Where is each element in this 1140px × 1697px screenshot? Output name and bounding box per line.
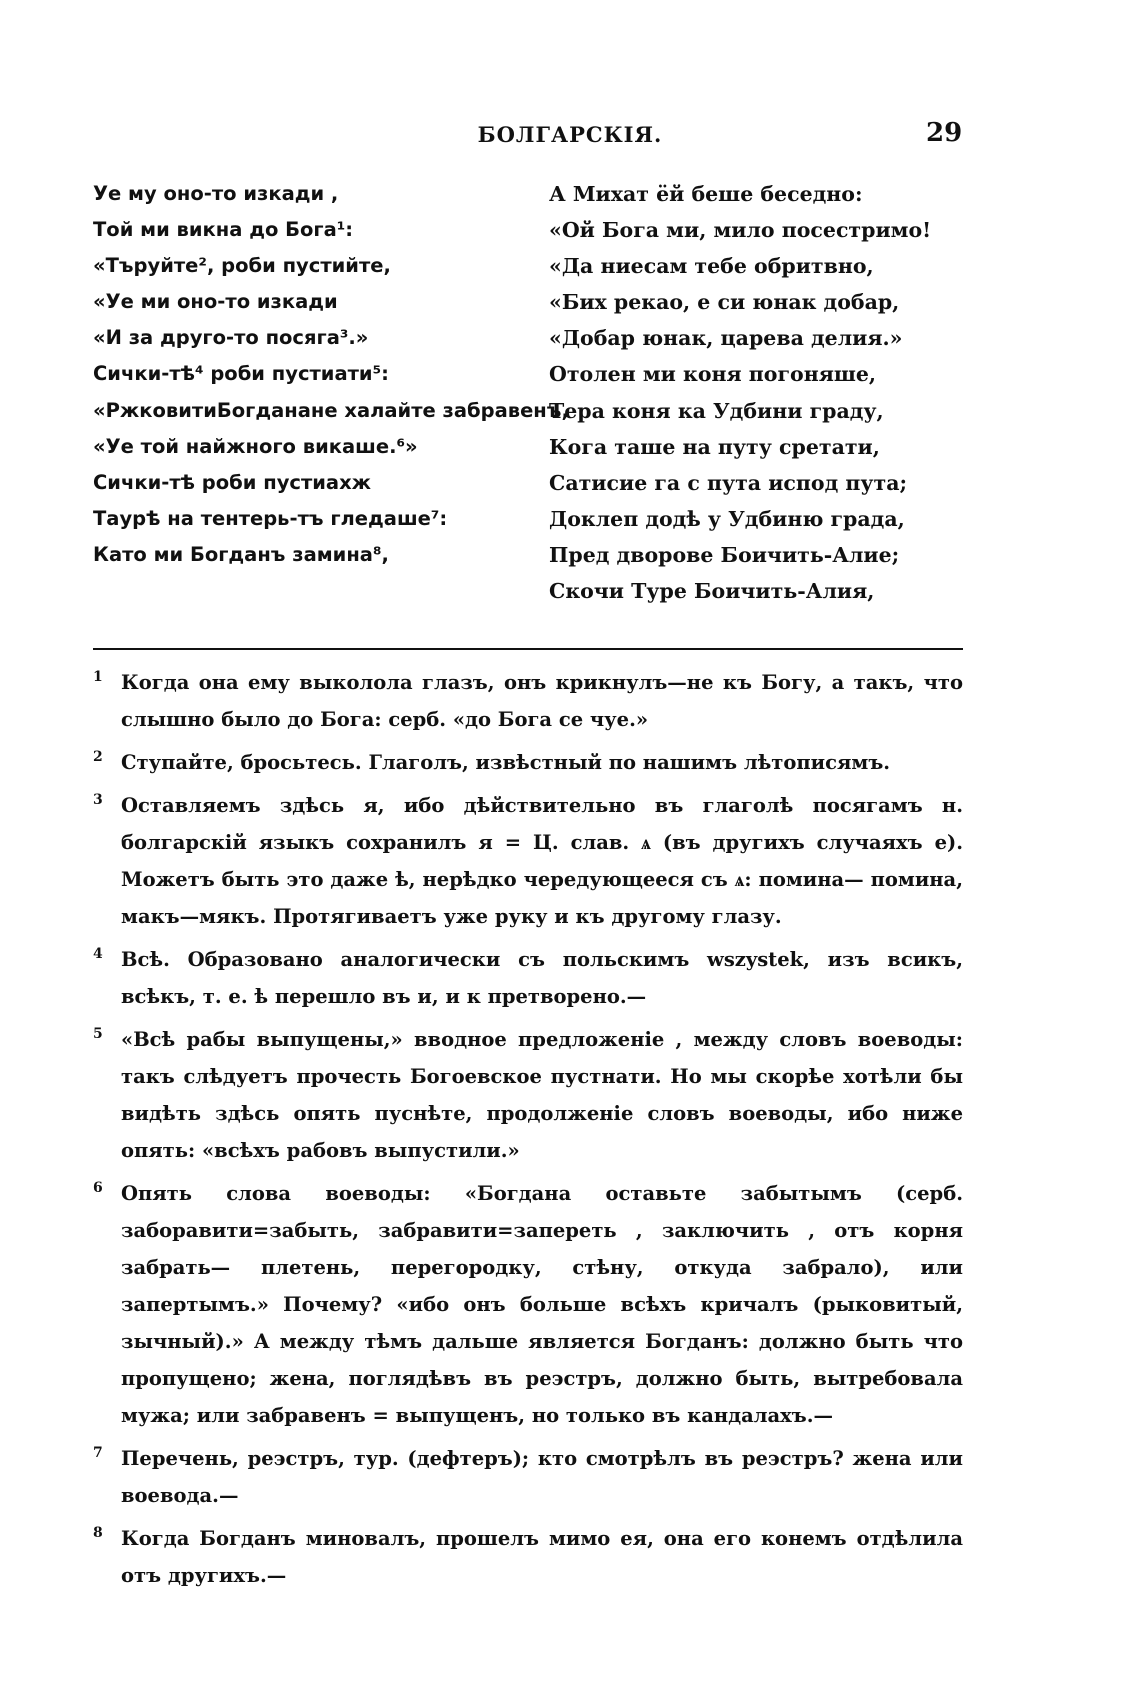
- verse-line: «Търуйте², роби пустийте,: [93, 254, 391, 278]
- footnote-rule: [93, 648, 963, 650]
- verse-line: «Ой Бога ми, мило посестримо!: [549, 218, 932, 243]
- footnote: [93, 787, 963, 935]
- footnote-number: 4: [93, 946, 103, 962]
- footnote: [93, 1520, 963, 1594]
- verse-line: «РжковитиБогданане халайте забравенъ,: [93, 398, 569, 422]
- verse-line: Доклеп додѣ у Удбиню града,: [549, 506, 905, 531]
- footnote-text: Ступайте, бросьтесь. Глаголъ, извѣстный по нашимъ лѣтописямъ.: [121, 751, 891, 774]
- footnotes: [93, 664, 963, 1600]
- footnote-number: 8: [93, 1525, 103, 1541]
- verse-line: Таурѣ на тентерь-тъ гледаше⁷:: [93, 506, 448, 530]
- footnote: [93, 941, 963, 1015]
- verse-line: «И за друго-то посяга³.»: [93, 326, 369, 350]
- running-title: БОЛГАРСКІЯ.: [477, 122, 663, 147]
- verse-line: Скочи Туре Боичить-Алия,: [549, 579, 875, 604]
- verse-line: Сички-тѣ роби пустиахж: [93, 470, 372, 494]
- verse-line: Уе му оно-то изкади ,: [93, 182, 339, 205]
- verse-line: «Уе ми оно-то изкади: [93, 290, 338, 314]
- footnote-text: Когда она ему выколола глазъ, онъ крикнулъ—не къ Богу, а такъ, что слышно было до Бога: серб. «до Бога се чуе.»: [121, 671, 963, 731]
- footnote-number: 6: [93, 1180, 103, 1196]
- footnote-number: 7: [93, 1445, 103, 1461]
- page-number: 29: [926, 118, 963, 148]
- footnote: [93, 1175, 963, 1434]
- verse-line: «Уе той найжного викаше.⁶»: [93, 434, 418, 458]
- serbian-verse-column: [549, 176, 969, 609]
- footnote-number: 1: [93, 669, 103, 685]
- footnote-number: 3: [93, 792, 103, 808]
- verse-line: Пред дворове Боичить-Алие;: [549, 542, 900, 567]
- verse-line: Кога таше на путу сретати,: [549, 434, 880, 459]
- footnote-text: «Всѣ рабы выпущены,» вводное предложеніе , между словъ воеводы: такъ слѣдуетъ прочесть Богоевское пустнати. Но мы скорѣе хотѣли бы видѣть здѣсь опять пуснѣте, продолженіе словъ воеводы, ибо ниже опять: «всѣхъ рабовъ выпустили.»: [121, 1028, 963, 1162]
- verse-line: А Михат ёй беше беседно:: [549, 182, 863, 206]
- footnote-text: Всѣ. Образовано аналогически съ польскимъ wszystek, изъ всикъ, всѣкъ, т. е. ѣ перешло въ и, и к претворено.—: [121, 948, 963, 1008]
- footnote-text: Опять слова воеводы: «Богдана оставьте забытымъ (серб. заборавити=забыть, забравити=запереть , заключить , отъ корня забрать— плетень, перегородку, стѣну, откуда забрало), или запертымъ.» Почему? «ибо онъ больше всѣхъ кричалъ (рыковитый, зычный).» А между тѣмъ дальше является Богданъ: должно быть что пропущено; жена, поглядѣвъ въ реэстръ, должно быть, вытребовала мужа; или забравенъ = выпущенъ, но только въ кандалахъ.—: [121, 1182, 963, 1427]
- verse-line: «Да ниесам тебе обритвно,: [549, 254, 874, 279]
- footnote-text: Оставляемъ здѣсь я, ибо дѣйствительно въ глаголѣ посягамъ н. болгарскій языкъ сохранилъ я = Ц. слав. ѧ (въ другихъ случаяхъ е). Можетъ быть это даже ѣ, нерѣдко чередующееся съ ѧ: помина— помина, макъ—мякъ. Протягиваетъ уже руку и къ другому глазу.: [121, 794, 963, 928]
- verse-line: Тера коня ка Удбини граду,: [549, 398, 884, 423]
- footnote: [93, 744, 963, 781]
- verse-line: «Добар юнак, царева делия.»: [549, 326, 903, 351]
- bulgarian-verse-column: [93, 176, 569, 573]
- footnote-number: 5: [93, 1026, 103, 1042]
- footnote-text: Когда Богданъ миновалъ, прошелъ мимо ея, она его конемъ отдѣлила отъ другихъ.—: [121, 1527, 963, 1587]
- verse-line: Сички-тѣ⁴ роби пустиати⁵:: [93, 362, 389, 386]
- footnote: [93, 664, 963, 738]
- running-head: [0, 118, 1140, 154]
- footnote: [93, 1440, 963, 1514]
- verse-line: Сатисие га с пута испод пута;: [549, 470, 908, 495]
- verse-line: Като ми Богданъ замина⁸,: [93, 542, 389, 566]
- footnote-number: 2: [93, 749, 103, 765]
- verse-line: Отолен ми коня погоняше,: [549, 362, 877, 387]
- verse-line: «Бих рекао, е си юнак добар,: [549, 290, 900, 315]
- footnote: [93, 1021, 963, 1169]
- footnote-text: Перечень, реэстръ, тур. (дефтеръ); кто смотрѣлъ въ реэстръ? жена или воевода.—: [121, 1447, 963, 1507]
- verse-line: Той ми викна до Бога¹:: [93, 218, 354, 242]
